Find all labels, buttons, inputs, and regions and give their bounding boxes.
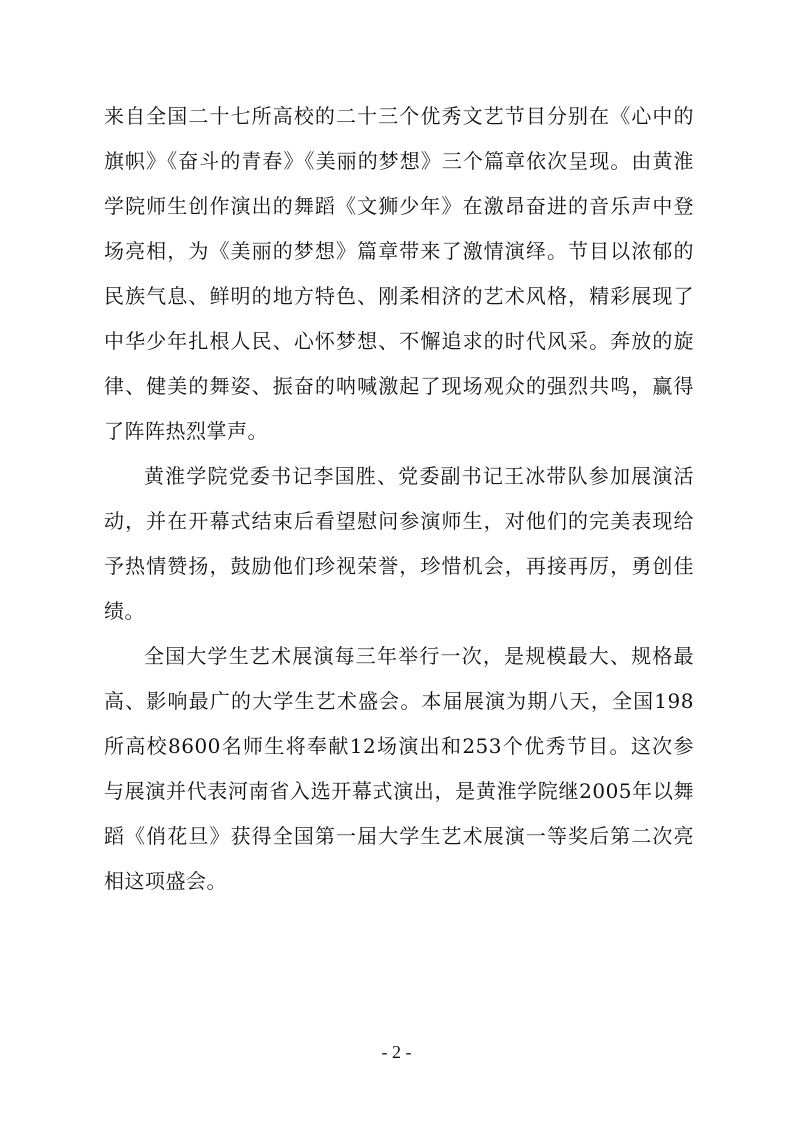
page-number: - 2 - (381, 1042, 412, 1062)
paragraph-3: 全国大学生艺术展演每三年举行一次，是规模最大、规格最高、影响最广的大学生艺术盛会。本届展演为期八天，全国198所高校8600名师生将奉献12场演出和253个优秀节目。这次参与展演并代表河南省入选开幕式演出，是黄淮学院继2005年以舞蹈《俏花旦》获得全国第一届大学生艺术展演一等奖后第二次亮相这项盛会。 (104, 644, 694, 893)
paragraph-2: 黄淮学院党委书记李国胜、党委副书记王冰带队参加展演活动，并在开幕式结束后看望慰问参演师生，对他们的完美表现给予热情赞扬，鼓励他们珍视荣誉，珍惜机会，再接再厉，勇创佳绩。 (104, 464, 694, 623)
document-body (104, 94, 694, 904)
paragraph-1: 来自全国二十七所高校的二十三个优秀文艺节目分别在《心中的旗帜》《奋斗的青春》《美丽的梦想》三个篇章依次呈现。由黄淮学院师生创作演出的舞蹈《文狮少年》在激昂奋进的音乐声中登场亮相，为《美丽的梦想》篇章带来了激情演绎。节目以浓郁的民族气息、鲜明的地方特色、刚柔相济的艺术风格，精彩展现了中华少年扎根人民、心怀梦想、不懈追求的时代风采。奔放的旋律、健美的舞姿、振奋的呐喊激起了现场观众的强烈共鸣，赢得了阵阵热烈掌声。 (104, 104, 694, 443)
